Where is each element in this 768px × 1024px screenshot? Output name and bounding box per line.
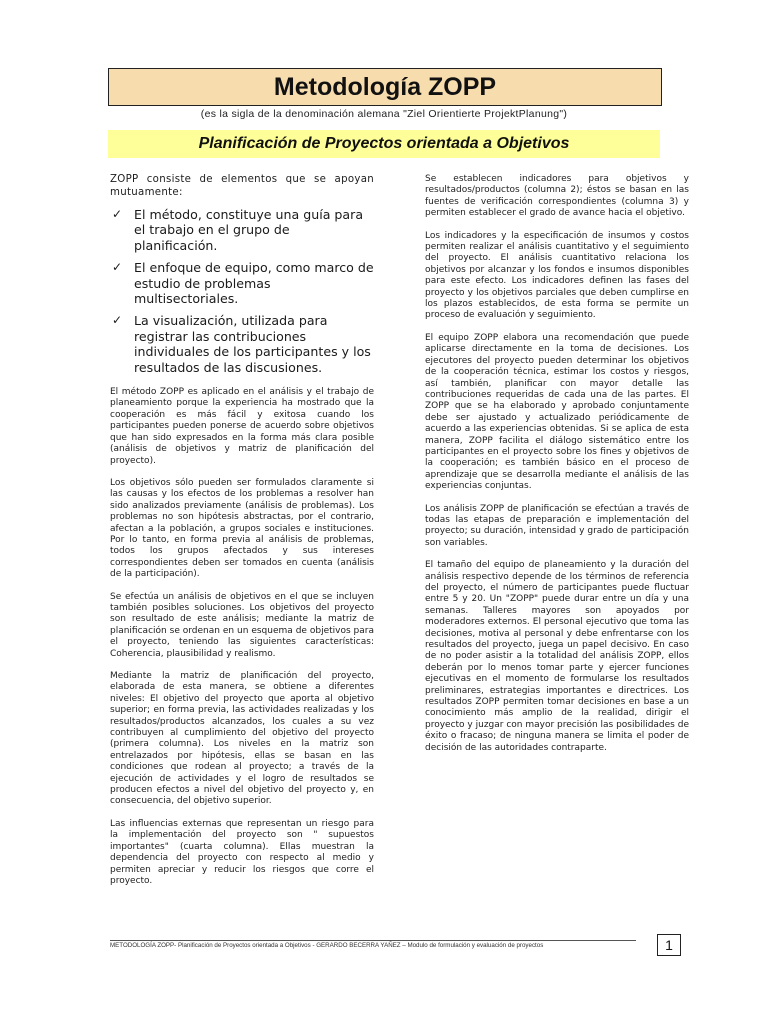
list-item [110, 313, 374, 375]
document-title: Metodología ZOPP [108, 68, 662, 106]
bullet-text: La visualización, utilizada para registrar las contribuciones individuales de los participantes y los resultados de las discusiones. [134, 313, 371, 375]
checkmark-icon: ✓ [112, 207, 123, 221]
footer-divider [110, 940, 636, 941]
checkmark-icon: ✓ [112, 313, 123, 328]
checkmark-icon: ✓ [112, 260, 123, 275]
intro-paragraph: ZOPP consiste de elementos que se apoyan mutuamente: [110, 174, 374, 198]
section-heading: Planificación de Proyectos orientada a Objetivos [108, 130, 660, 158]
paragraph: Los indicadores y la especificación de insumos y costos permiten realizar el análisis cuantitativo y el seguimiento del proyecto. El análisis cuantitativo relaciona los objetivos por alcanzar y los fondos e insumos disponibles para este efecto. Los indicadores definen las fases del proyecto y los objetivos parciales que deben cumplirse en los plazos establecidos, de esta forma se permite un proceso de evaluación y seguimiento. [425, 230, 689, 321]
page-footer: METODOLOGÍA ZOPP- Planificación de Proyectos orientada a Objetivos - GERARDO BECERRA YAÑEZ – Modulo de formulación y evaluación de proyectos [110, 942, 544, 949]
bullet-text: El método, constituye una guía para el trabajo en el grupo de planificación. [134, 207, 364, 253]
list-item [110, 260, 374, 306]
paragraph: Se establecen indicadores para objetivos y resultados/productos (columna 2); éstos se basan en las fuentes de verificación correspondientes (columna 3) y permiten establecer el grado de avance hacia el objetivo. [425, 174, 689, 219]
list-item [110, 207, 374, 253]
paragraph: El método ZOPP es aplicado en el análisis y el trabajo de planeamiento porque la experiencia ha mostrado que la cooperación es más fácil y exitosa cuando los participantes pueden ponerse de acuerdo sobre objetivos que han sido expresados en la forma más clara posible (análisis de objetivos y matriz de planificación del proyecto). [110, 387, 374, 466]
bullet-list [110, 207, 374, 375]
paragraph: El equipo ZOPP elabora una recomendación que puede aplicarse directamente en la toma de decisiones. Los ejecutores del proyecto pueden determinar los objetivos de la cooperación técnica, estimar los costos y riesgos, así también, planificar con mayor detalle las contribuciones requeridas de cada una de las partes. El ZOPP que se ha elaborado y aprobado conjuntamente debe ser ajustado y actualizado periódicamente de acuerdo a las experiencias obtenidas. Si se aplica de esta manera, ZOPP facilita el diálogo sistemático entre los participantes en el proyecto sobre los fines y objetivos de la cooperación; es también básico en el proceso de aprendizaje que se desarrolla mediante el análisis de las experiencias conjuntas. [425, 332, 689, 492]
paragraph: Los objetivos sólo pueden ser formulados claramente si las causas y los efectos de los problemas a resolver han sido analizados previamente (análisis de problemas). Los problemas no son hipótesis abstractas, por el contrario, afectan a la población, a grupos sociales e instituciones. Por lo tanto, en forma previa al análisis de problemas, todos los grupos afectados y sus intereses correspondientes deben ser tomados en cuenta (análisis de la participación). [110, 477, 374, 580]
paragraph: Las influencias externas que representan un riesgo para la implementación del proyecto son " supuestos importantes" (cuarta columna). Ellas muestran la dependencia del proyecto con respecto al medio y permiten apreciar y reducir los riesgos que corre el proyecto. [110, 818, 374, 886]
document-subtitle: (es la sigla de la denominación alemana "Ziel Orientierte ProjektPlanung") [200, 108, 568, 120]
paragraph: El tamaño del equipo de planeamiento y la duración del análisis respectivo depende de los términos de referencia del proyecto, el número de participantes puede fluctuar entre 5 y 20. Un "ZOPP" puede durar entre un día y una semanas. Talleres mayores son apoyados por moderadores externos. El personal ejecutivo que toma las decisiones, motiva al personal y debe enfrentarse con los resultados del proyecto, juega un papel decisivo. En caso de no poder asistir a la totalidad del análisis ZOPP, ellos deberán por lo menos tomar parte y ejercer funciones ejecutivas en el momento de formularse los resultados preliminares, estrategias importantes e directrices. Los resultados ZOPP permiten tomar decisiones en base a un conocimiento más amplio de la realidad, dirigir el proyecto y juzgar con mayor precisión las posibilidades de éxito o fracaso; de ninguna manera se limita el poder de decisión de las autoridades contraparte. [425, 560, 689, 753]
paragraph: Se efectúa un análisis de objetivos en el que se incluyen también posibles soluciones. Los objetivos del proyecto son resultado de este análisis; mediante la matriz de planificación se ordenan en un esquema de objetivos para el proyecto, teniendo las siguientes características: Coherencia, plausibilidad y realismo. [110, 591, 374, 659]
right-column [425, 174, 689, 765]
bullet-text: El enfoque de equipo, como marco de estudio de problemas multisectoriales. [134, 260, 374, 307]
page-number: 1 [657, 934, 681, 956]
left-column [110, 174, 374, 898]
paragraph: Mediante la matriz de planificación del proyecto, elaborada de esta manera, se obtiene a diferentes niveles: El objetivo del proyecto que aporta al objetivo superior; en forma previa, las actividades realizadas y los resultados/productos alcanzados, los cuales a su vez contribuyen al cumplimiento del objetivo del proyecto (primera columna). Los niveles en la matriz son entrelazados por hipótesis, ellas se basan en las condiciones que rodean al proyecto; a través de la ejecución de actividades y el logro de resultados se producen efectos a nivel del objetivo del proyecto y, en consecuencia, del objetivo superior. [110, 671, 374, 807]
paragraph: Los análisis ZOPP de planificación se efectúan a través de todas las etapas de preparación e implementación del proyecto; su duración, intensidad y grado de participación son variables. [425, 503, 689, 548]
